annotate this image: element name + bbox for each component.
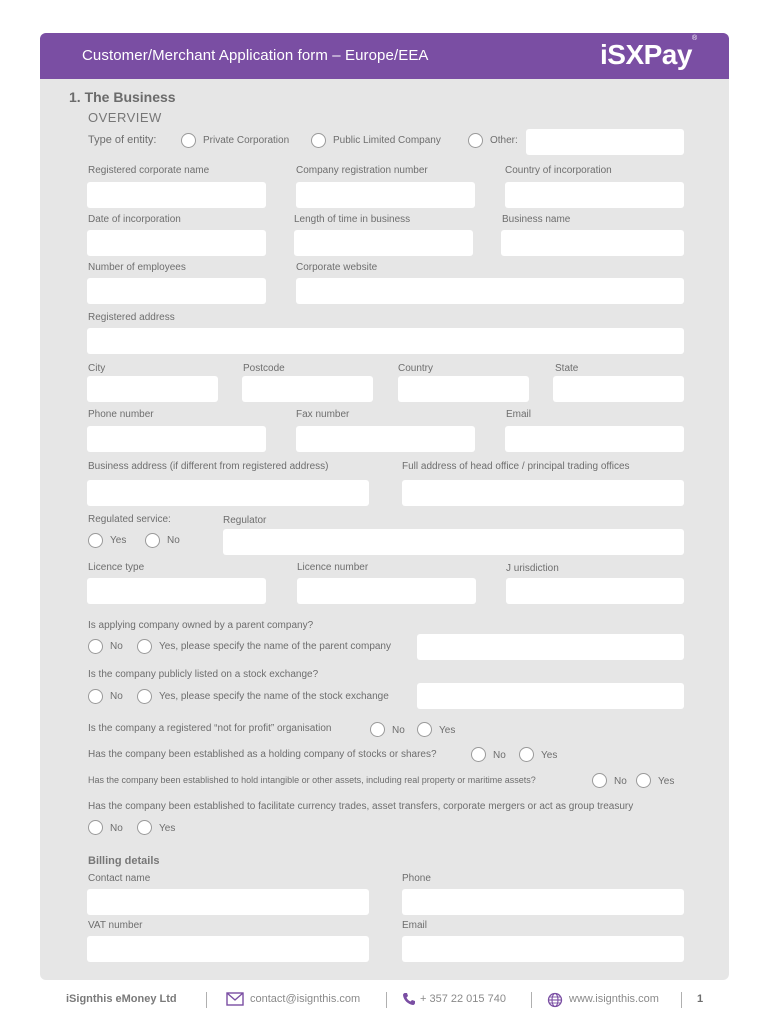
country-of-incorporation-label: Country of incorporation bbox=[505, 165, 612, 176]
registered-address-input[interactable] bbox=[87, 328, 684, 354]
company-reg-number-input[interactable] bbox=[296, 182, 475, 208]
option-private-corporation: Private Corporation bbox=[203, 135, 290, 146]
date-of-incorporation-label: Date of incorporation bbox=[88, 214, 181, 225]
website-label: Corporate website bbox=[296, 262, 378, 273]
radio-private-corporation[interactable] bbox=[181, 133, 196, 148]
postcode-label: Postcode bbox=[243, 363, 285, 374]
holding-yes-label: Yes bbox=[541, 750, 558, 761]
footer-divider bbox=[386, 992, 387, 1008]
footer-company: iSignthis eMoney Ltd bbox=[66, 993, 177, 1005]
radio-nfp-yes[interactable] bbox=[417, 722, 432, 737]
radio-currency-no[interactable] bbox=[88, 820, 103, 835]
jurisdiction-input[interactable] bbox=[506, 578, 684, 604]
footer-divider bbox=[531, 992, 532, 1008]
employees-input[interactable] bbox=[87, 278, 266, 304]
email-input[interactable] bbox=[505, 426, 684, 452]
length-in-business-input[interactable] bbox=[294, 230, 473, 256]
phone-label: Phone number bbox=[88, 409, 154, 420]
state-input[interactable] bbox=[553, 376, 684, 402]
head-office-label: Full address of head office / principal trading offices bbox=[402, 461, 630, 472]
registered-address-label: Registered address bbox=[88, 312, 175, 323]
state-label: State bbox=[555, 363, 579, 374]
radio-public-limited-company[interactable] bbox=[311, 133, 326, 148]
licence-type-label: Licence type bbox=[88, 562, 145, 573]
fax-input[interactable] bbox=[296, 426, 475, 452]
billing-phone-label: Phone bbox=[402, 873, 431, 884]
form-title: Customer/Merchant Application form – Europe/EEA bbox=[82, 47, 429, 64]
radio-nfp-no[interactable] bbox=[370, 722, 385, 737]
globe-icon bbox=[547, 992, 563, 1008]
company-reg-number-label: Company registration number bbox=[296, 165, 428, 176]
billing-details-title: Billing details bbox=[88, 855, 160, 867]
employees-label: Number of employees bbox=[88, 262, 186, 273]
section-title: 1. The Business bbox=[69, 89, 176, 105]
business-address-label: Business address (if different from registered address) bbox=[88, 461, 329, 472]
nfp-no-label: No bbox=[392, 725, 405, 736]
fax-label: Fax number bbox=[296, 409, 350, 420]
listed-yes-label: Yes, please specify the name of the stock exchange bbox=[159, 691, 389, 702]
holding-no-label: No bbox=[493, 750, 506, 761]
entity-type-label: Type of entity: bbox=[88, 134, 157, 146]
page-footer bbox=[0, 990, 770, 1010]
intangible-assets-question: Has the company been established to hold intangible or other assets, including real property or maritime assets? bbox=[88, 775, 536, 785]
section-subtitle: OVERVIEW bbox=[88, 110, 162, 125]
licence-number-label: Licence number bbox=[297, 562, 369, 573]
parent-yes-label: Yes, please specify the name of the parent company bbox=[159, 641, 391, 652]
registered-name-input[interactable] bbox=[87, 182, 266, 208]
option-public-limited-company: Public Limited Company bbox=[333, 135, 441, 146]
phone-input[interactable] bbox=[87, 426, 266, 452]
nfp-yes-label: Yes bbox=[439, 725, 456, 736]
intangible-yes-label: Yes bbox=[658, 776, 675, 787]
footer-email[interactable]: contact@isignthis.com bbox=[250, 993, 361, 1005]
regulated-no-label: No bbox=[167, 535, 180, 546]
form-header bbox=[40, 33, 729, 79]
form-card bbox=[40, 33, 729, 980]
country-of-incorporation-input[interactable] bbox=[505, 182, 684, 208]
contact-name-label: Contact name bbox=[88, 873, 151, 884]
envelope-icon bbox=[226, 992, 244, 1006]
radio-listed-no[interactable] bbox=[88, 689, 103, 704]
stock-exchange-question: Is the company publicly listed on a stock exchange? bbox=[88, 669, 319, 680]
billing-phone-input[interactable] bbox=[402, 889, 684, 915]
date-of-incorporation-input[interactable] bbox=[87, 230, 266, 256]
city-input[interactable] bbox=[87, 376, 218, 402]
regulated-service-label: Regulated service: bbox=[88, 514, 171, 525]
listed-no-label: No bbox=[110, 691, 123, 702]
radio-listed-yes[interactable] bbox=[137, 689, 152, 704]
jurisdiction-label: J urisdiction bbox=[506, 563, 559, 574]
phone-icon bbox=[402, 992, 416, 1006]
radio-intangible-no[interactable] bbox=[592, 773, 607, 788]
business-address-input[interactable] bbox=[87, 480, 369, 506]
vat-number-input[interactable] bbox=[87, 936, 369, 962]
billing-email-input[interactable] bbox=[402, 936, 684, 962]
regulator-label: Regulator bbox=[223, 515, 267, 526]
radio-currency-yes[interactable] bbox=[137, 820, 152, 835]
email-label: Email bbox=[506, 409, 532, 420]
isxpay-logo: iSXPay® bbox=[600, 34, 697, 70]
holding-company-question: Has the company been established as a holding company of stocks or shares? bbox=[88, 749, 437, 760]
radio-other[interactable] bbox=[468, 133, 483, 148]
city-label: City bbox=[88, 363, 106, 374]
business-name-input[interactable] bbox=[501, 230, 684, 256]
footer-phone[interactable]: + 357 22 015 740 bbox=[420, 993, 506, 1005]
radio-parent-yes[interactable] bbox=[137, 639, 152, 654]
length-in-business-label: Length of time in business bbox=[294, 214, 411, 225]
currency-trades-question: Has the company been established to facilitate currency trades, asset transfers, corporate mergers or act as group treasury bbox=[88, 801, 634, 812]
footer-divider bbox=[681, 992, 682, 1008]
regulator-input[interactable] bbox=[223, 529, 684, 555]
registered-name-label: Registered corporate name bbox=[88, 165, 210, 176]
postcode-input[interactable] bbox=[242, 376, 373, 402]
not-for-profit-question: Is the company a registered “not for profit” organisation bbox=[88, 723, 332, 734]
parent-no-label: No bbox=[110, 641, 123, 652]
radio-intangible-yes[interactable] bbox=[636, 773, 651, 788]
other-entity-input[interactable] bbox=[526, 129, 684, 155]
country-label: Country bbox=[398, 363, 434, 374]
website-input[interactable] bbox=[296, 278, 684, 304]
intangible-no-label: No bbox=[614, 776, 627, 787]
head-office-input[interactable] bbox=[402, 480, 684, 506]
vat-number-label: VAT number bbox=[88, 920, 143, 931]
radio-regulated-yes[interactable] bbox=[88, 533, 103, 548]
parent-company-input[interactable] bbox=[417, 634, 684, 660]
radio-regulated-no[interactable] bbox=[145, 533, 160, 548]
page-number: 1 bbox=[697, 993, 704, 1005]
business-name-label: Business name bbox=[502, 214, 571, 225]
country-input[interactable] bbox=[398, 376, 529, 402]
stock-exchange-input[interactable] bbox=[417, 683, 684, 709]
regulated-yes-label: Yes bbox=[110, 535, 127, 546]
billing-email-label: Email bbox=[402, 920, 428, 931]
currency-yes-label: Yes bbox=[159, 823, 176, 834]
radio-parent-no[interactable] bbox=[88, 639, 103, 654]
currency-no-label: No bbox=[110, 823, 123, 834]
parent-company-question: Is applying company owned by a parent company? bbox=[88, 620, 314, 631]
radio-holding-yes[interactable] bbox=[519, 747, 534, 762]
licence-type-input[interactable] bbox=[87, 578, 266, 604]
licence-number-input[interactable] bbox=[297, 578, 476, 604]
footer-web[interactable]: www.isignthis.com bbox=[569, 993, 659, 1005]
footer-divider bbox=[206, 992, 207, 1008]
radio-holding-no[interactable] bbox=[471, 747, 486, 762]
option-other: Other: bbox=[490, 135, 518, 146]
contact-name-input[interactable] bbox=[87, 889, 369, 915]
